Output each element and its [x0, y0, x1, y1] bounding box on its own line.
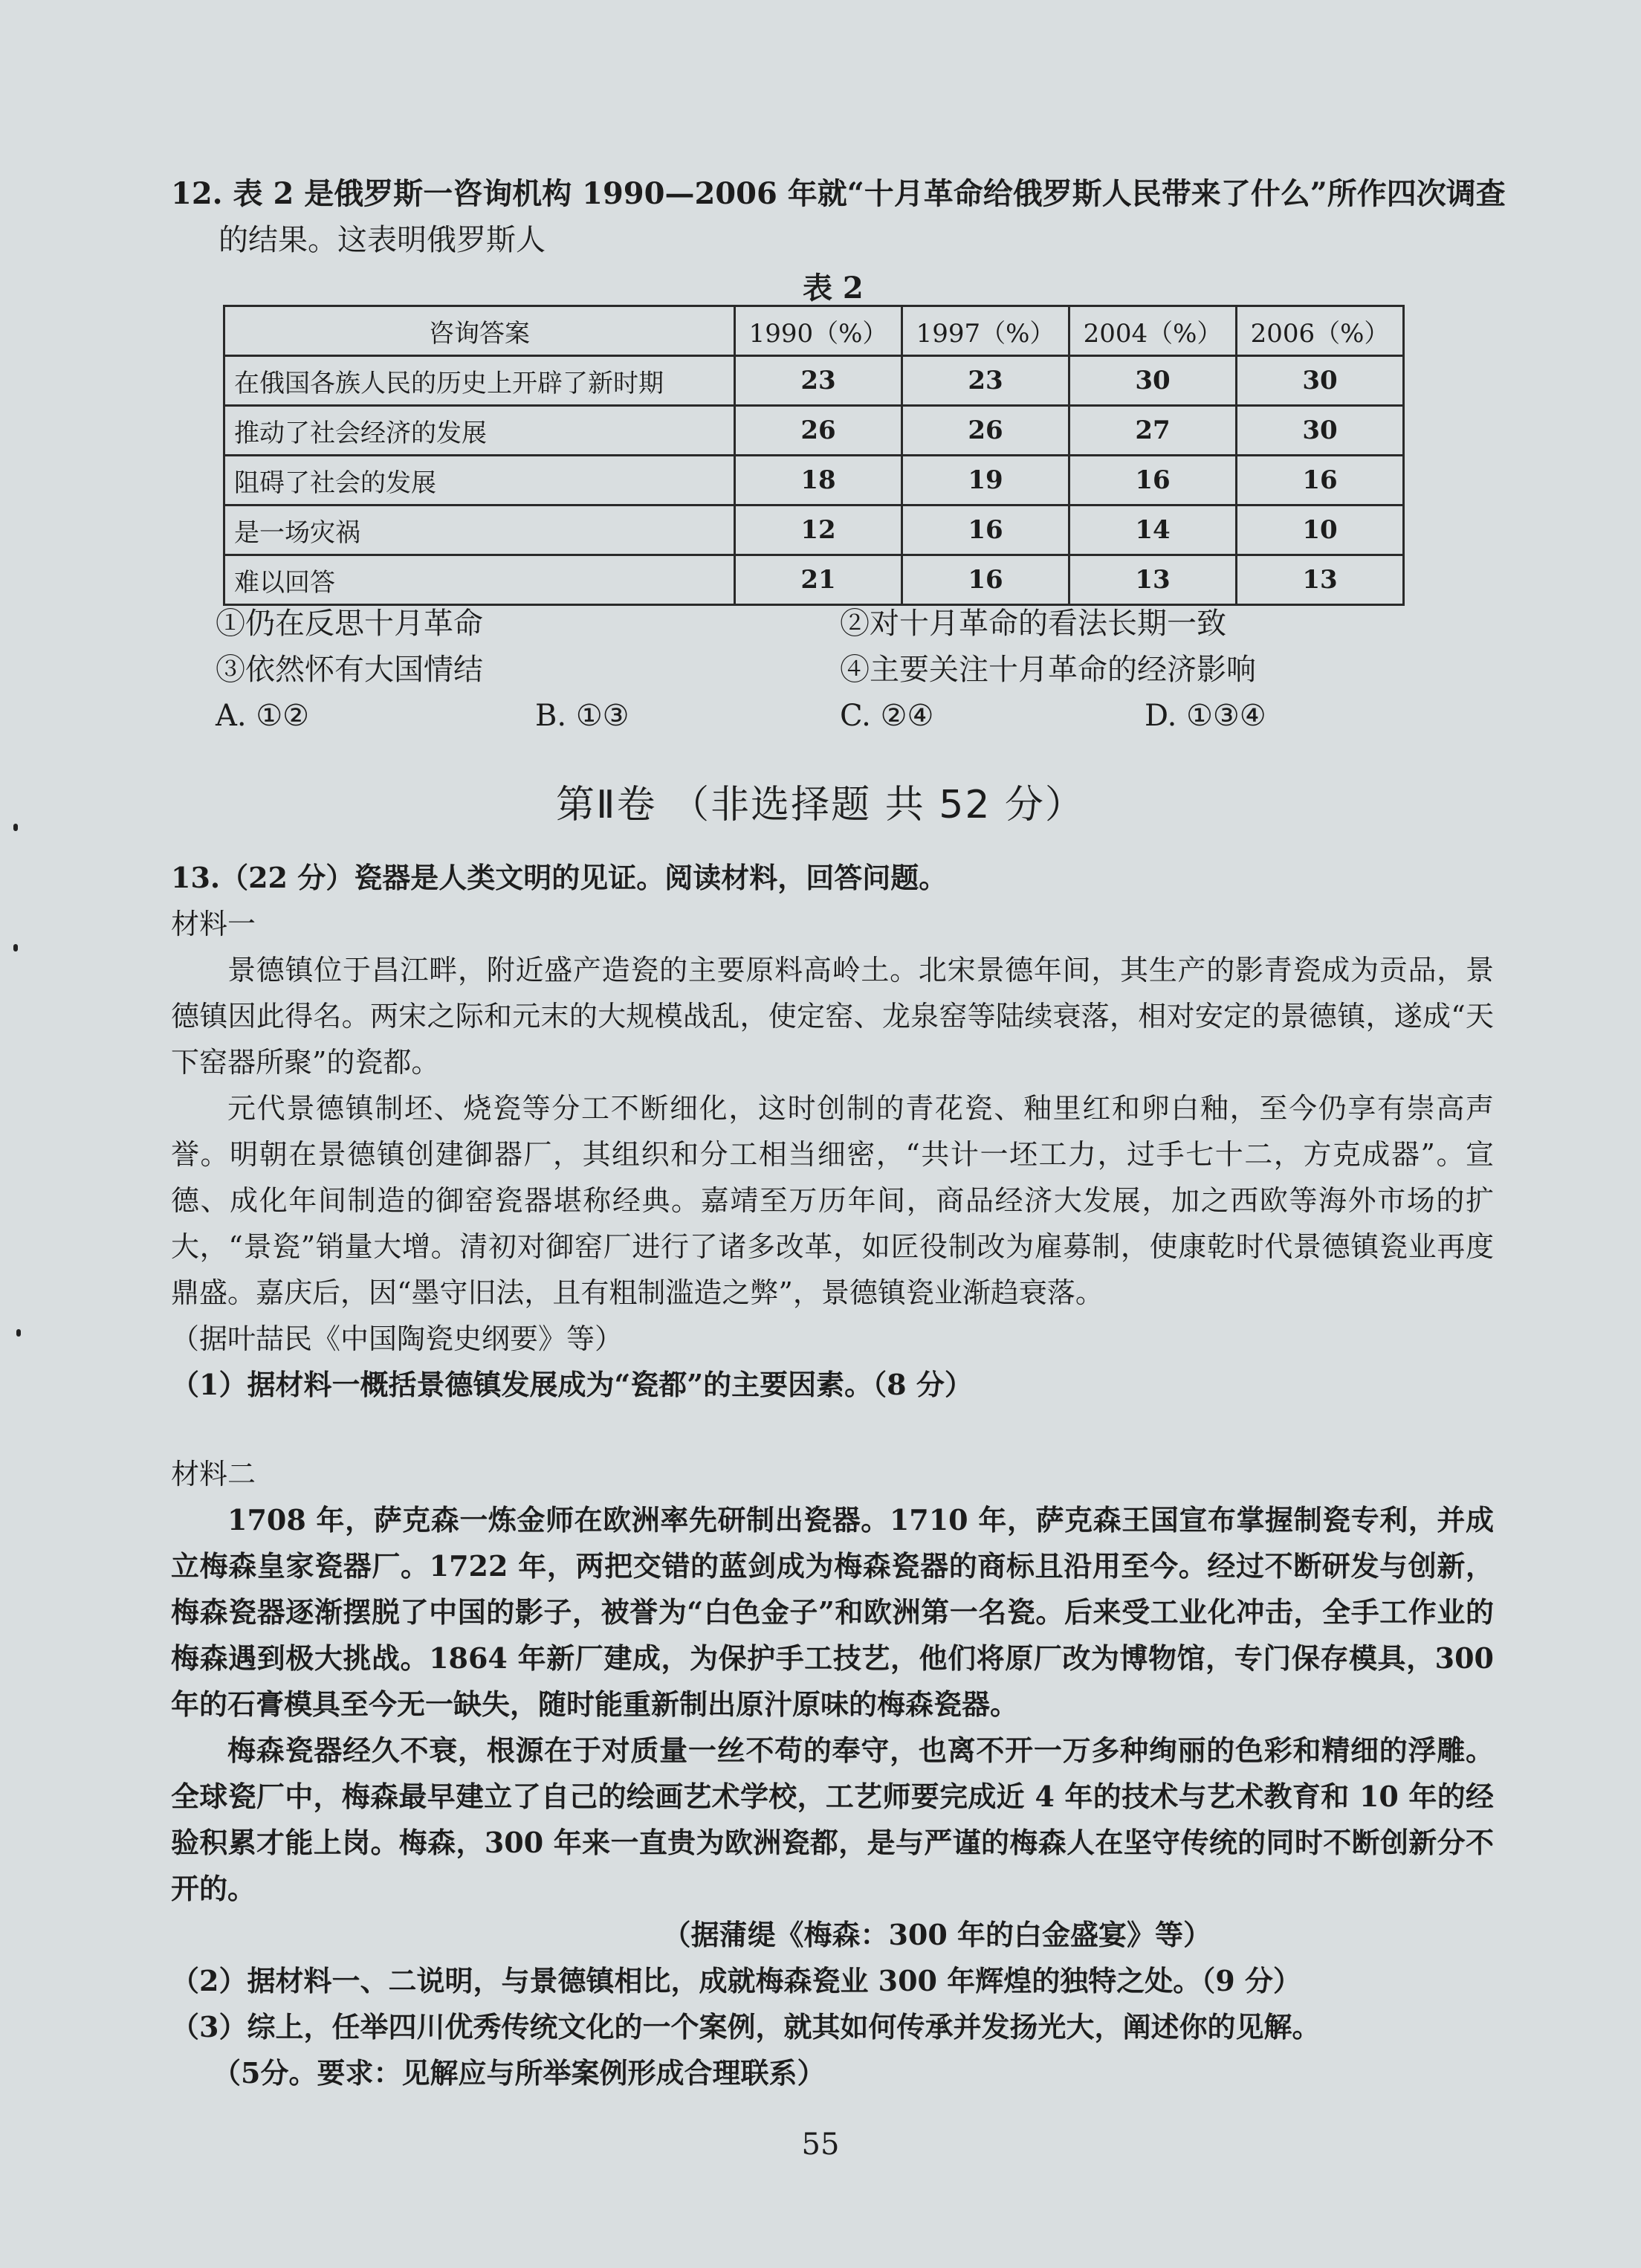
table-header-cell: 2004（%） — [1069, 306, 1237, 356]
material-1-label: 材料一 — [171, 908, 256, 940]
statement-row — [216, 647, 1405, 693]
statement-row — [216, 601, 1405, 647]
table-cell: 27 — [1069, 406, 1237, 456]
scan-mark — [13, 824, 18, 831]
table-row — [224, 456, 1404, 505]
material-1-paragraph-2: 元代景德镇制坯、烧瓷等分工不断细化，这时创制的青花瓷、釉里红和卵白釉，至今仍享有崇高声誉。明朝在景德镇创建御器厂，其组织和分工相当细密，“共计一坯工力，过手七十二，方克成器”。宣德、成化年间制造的御窑瓷器堪称经典。嘉靖至万历年间，商品经济大发展，加之西欧等海外市场的扩大，“景瓷”销量大增。清初对御窑厂进行了诸多改革，如匠役制改为雇募制，使康乾时代景德镇瓷业再度鼎盛。嘉庆后，因“墨守旧法，且有粗制滥造之弊”，景德镇瓷业渐趋衰落。 — [171, 1092, 1494, 1309]
table-cell: 21 — [735, 555, 902, 605]
table-cell: 30 — [1237, 406, 1404, 456]
survey-table — [223, 305, 1405, 606]
page-number: 55 — [801, 2128, 840, 2162]
sub-question-3: （3）综上，任举四川优秀传统文化的一个案例，就其如何传承并发扬光大，阐述你的见解。 — [171, 2010, 1321, 2044]
choice-d[interactable]: D. ①③④ — [1145, 699, 1266, 733]
table-cell: 12 — [735, 505, 902, 555]
table-cell: 26 — [735, 406, 902, 456]
table-row-label: 在俄国各族人民的历史上开辟了新时期 — [224, 356, 735, 406]
choice-b[interactable]: B. ①③ — [535, 699, 629, 733]
material-1-paragraph-1: 景德镇位于昌江畔，附近盛产造瓷的主要原料高岭土。北宋景德年间，其生产的影青瓷成为贡品，景德镇因此得名。两宋之际和元末的大规模战乱，使定窑、龙泉窑等陆续衰落，相对安定的景德镇，遂成“天下窑器所聚”的瓷都。 — [171, 954, 1494, 1079]
table-row-label: 推动了社会经济的发展 — [224, 406, 735, 456]
choice-row — [216, 693, 1405, 739]
section-title: 第Ⅱ卷 （非选择题 共 52 分） — [556, 783, 1085, 827]
material-2-source: （据蒲缇《梅森：300 年的白金盛宴》等） — [662, 1918, 1211, 1951]
material-2-paragraph-2: 梅森瓷器经久不衰，根源在于对质量一丝不苟的奉守，也离不开一万多种绚丽的色彩和精细的浮雕。全球瓷厂中，梅森最早建立了自己的绘画艺术学校，工艺师要完成近 4 年的技术与艺术教育和 10 年的经验积累才能上岗。梅森，300 年来一直贵为欧洲瓷都，是与严谨的梅森人在坚守传统的同时不断创新分不开的。 — [171, 1734, 1494, 1905]
table-cell: 26 — [902, 406, 1069, 456]
sub-question-1: （1）据材料一概括景德镇发展成为“瓷都”的主要因素。（8 分） — [171, 1368, 973, 1401]
table-row-label: 是一场灾祸 — [224, 505, 735, 555]
question-13 — [171, 855, 1494, 2096]
statement-3: ③依然怀有大国情结 — [216, 653, 483, 687]
table-cell: 23 — [902, 356, 1069, 406]
table-row — [224, 555, 1404, 605]
choice-c[interactable]: C. ②④ — [840, 699, 934, 733]
table-cell: 16 — [902, 505, 1069, 555]
table-header-row — [224, 306, 1404, 356]
question-13-head: 13.（22 分）瓷器是人类文明的见证。阅读材料，回答问题。 — [171, 861, 948, 894]
table-caption: 表 2 — [803, 271, 864, 306]
statement-1: ①仍在反思十月革命 — [216, 607, 483, 641]
table-row — [224, 406, 1404, 456]
sub-question-3-note: （5分。要求：见解应与所举案例形成合理联系） — [213, 2056, 826, 2090]
table-row-label: 难以回答 — [224, 555, 735, 605]
table-cell: 16 — [902, 555, 1069, 605]
table-cell: 16 — [1069, 456, 1237, 505]
table-cell: 18 — [735, 456, 902, 505]
table-header-cell: 咨询答案 — [224, 306, 735, 356]
table-cell: 30 — [1237, 356, 1404, 406]
question-12-stem-line2: 的结果。这表明俄罗斯人 — [219, 223, 546, 257]
table-cell: 30 — [1069, 356, 1237, 406]
statement-4: ④主要关注十月革命的经济影响 — [840, 653, 1256, 687]
question-12-number: 12. — [171, 176, 223, 211]
question-12-stem — [171, 171, 1509, 263]
choice-a[interactable]: A. ①② — [216, 699, 310, 733]
material-2-paragraph-1: 1708 年，萨克森一炼金师在欧洲率先研制出瓷器。1710 年，萨克森王国宣布掌握制瓷专利，并成立梅森皇家瓷器厂。1722 年，两把交错的蓝剑成为梅森瓷器的商标且沿用至今。经过不断研发与创新，梅森瓷器逐渐摆脱了中国的影子，被誉为“白色金子”和欧洲第一名瓷。后来受工业化冲击，全手工作业的梅森遇到极大挑战。1864 年新厂建成，为保护手工技艺，他们将原厂改为博物馆，专门保存模具，300 年的石膏模具至今无一缺失，随时能重新制出原汁原味的梅森瓷器。 — [171, 1503, 1494, 1721]
table-row — [224, 356, 1404, 406]
table-row-label: 阻碍了社会的发展 — [224, 456, 735, 505]
material-1-source: （据叶喆民《中国陶瓷史纲要》等） — [171, 1322, 624, 1355]
table-cell: 13 — [1237, 555, 1404, 605]
table-header-cell: 1990（%） — [735, 306, 902, 356]
table-cell: 16 — [1237, 456, 1404, 505]
scan-mark — [16, 1329, 21, 1337]
statement-2: ②对十月革命的看法长期一致 — [840, 607, 1226, 641]
table-cell: 10 — [1237, 505, 1404, 555]
material-2-label: 材料二 — [171, 1458, 256, 1490]
table-header-cell: 2006（%） — [1237, 306, 1404, 356]
table-row — [224, 505, 1404, 555]
table-cell: 13 — [1069, 555, 1237, 605]
table-cell: 23 — [735, 356, 902, 406]
table-cell: 14 — [1069, 505, 1237, 555]
scan-mark — [13, 944, 18, 952]
question-12-stem-line1: 表 2 是俄罗斯一咨询机构 1990—2006 年就“十月革命给俄罗斯人民带来了什么”所作四次调查 — [233, 176, 1506, 211]
table-cell: 19 — [902, 456, 1069, 505]
question-12-options — [216, 601, 1405, 739]
sub-question-2: （2）据材料一、二说明，与景德镇相比，成就梅森瓷业 300 年辉煌的独特之处。（9 分） — [171, 1964, 1301, 1997]
table-header-cell: 1997（%） — [902, 306, 1069, 356]
